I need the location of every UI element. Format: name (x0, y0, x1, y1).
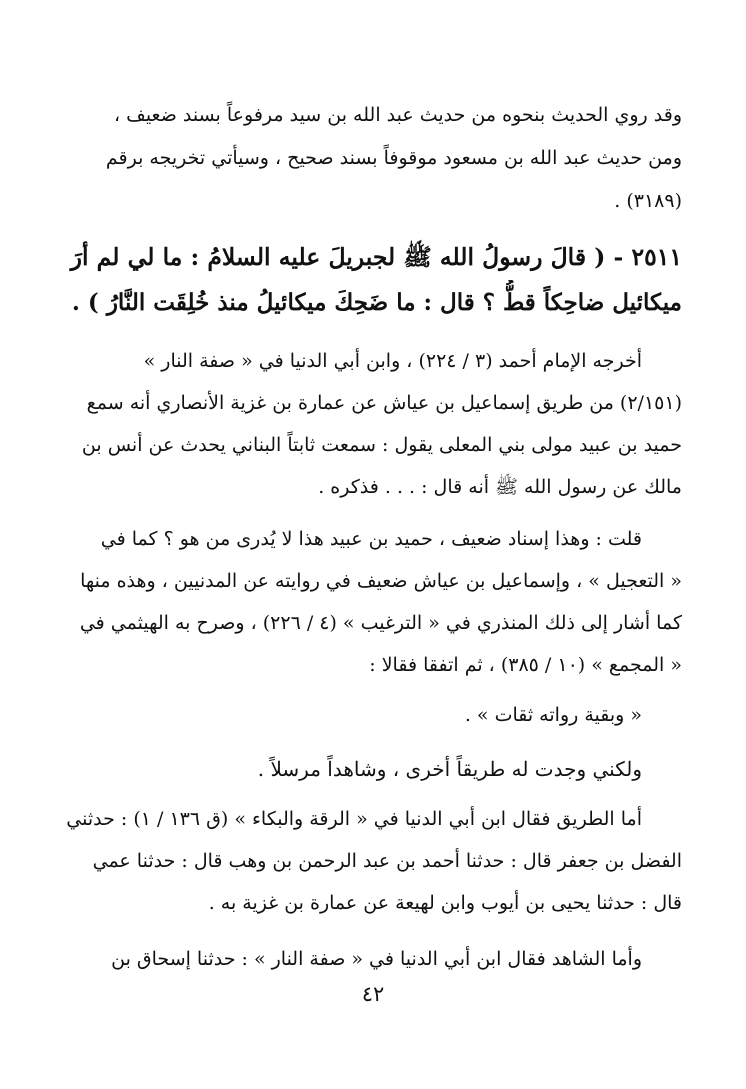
qult-paragraph (62, 518, 682, 686)
hadith-line: ٢٥١١ - ( قالَ رسولُ الله ﷺ لجبريلَ عليه السلامُ : ما لي لم أرَ (70, 243, 682, 271)
takhrij-paragraph (62, 340, 682, 508)
text-line: أما الطريق فقال ابن أبي الدنيا في « الرقة والبكاء » (ق ١٣٦ / ١) : حدثني (66, 808, 642, 830)
hadith-text (62, 234, 682, 326)
text-line: مالك عن رسول الله ﷺ أنه قال : . . . فذكره . (318, 476, 682, 498)
text-line: حميد بن عبيد مولى بني المعلى يقول : سمعت ثابتاً البناني يحدث عن أنس بن (81, 434, 682, 456)
page-number: ٤٢ (361, 982, 385, 1006)
text-line: « وبقية رواته ثقات » . (464, 704, 642, 726)
text-line: « التعجيل » ، وإسماعيل بن عياش ضعيف في روايته عن المدنيين ، وهذه منها (80, 570, 682, 592)
text-line: (٣١٨٩) . (614, 190, 682, 212)
text-line: « المجمع » (١٠ / ٣٨٥) ، ثم اتفقا فقالا : (369, 654, 682, 676)
shahid-paragraph (62, 938, 682, 980)
text-line: وأما الشاهد فقال ابن أبي الدنيا في « صفة النار » : حدثنا إسحاق بن (111, 948, 642, 970)
hadith-line: ميكائيل ضاحِكاً قطُّ ؟ قال : ما ضَحِكَ ميكائيلُ منذ خُلِقَت النَّارُ ) . (71, 289, 682, 316)
quotation-paragraph (62, 694, 682, 736)
intro-paragraph (62, 94, 682, 223)
text-line: الفضل بن جعفر قال : حدثنا أحمد بن عبد الرحمن بن وهب قال : حدثنا عمي (92, 850, 682, 872)
text-line: كما أشار إلى ذلك المنذري في « الترغيب » (٤ / ٢٢٦) ، وصرح به الهيثمي في (79, 612, 682, 634)
text-line: وقد روي الحديث بنحوه من حديث عبد الله بن سيد مرفوعاً بسند ضعيف ، (113, 104, 682, 126)
text-line: (٢/١٥١) من طريق إسماعيل بن عياش عن عمارة بن غزية الأنصاري أنه سمع (86, 392, 682, 414)
text-line: قلت : وهذا إسناد ضعيف ، حميد بن عبيد هذا لا يُدرى من هو ؟ كما في (100, 528, 642, 550)
walakini-paragraph (62, 748, 682, 790)
text-line: قال : حدثنا يحيى بن أيوب وابن لهيعة عن عمارة بن غزية به . (208, 892, 682, 914)
text-line: ومن حديث عبد الله بن مسعود موقوفاً بسند صحيح ، وسيأتي تخريجه برقم (105, 147, 682, 169)
text-line: ولكني وجدت له طريقاً أخرى ، وشاهداً مرسلاً . (257, 757, 642, 781)
tariq-paragraph (62, 798, 682, 924)
text-line: أخرجه الإمام أحمد (٣ / ٢٢٤) ، وابن أبي الدنيا في « صفة النار » (143, 350, 642, 372)
